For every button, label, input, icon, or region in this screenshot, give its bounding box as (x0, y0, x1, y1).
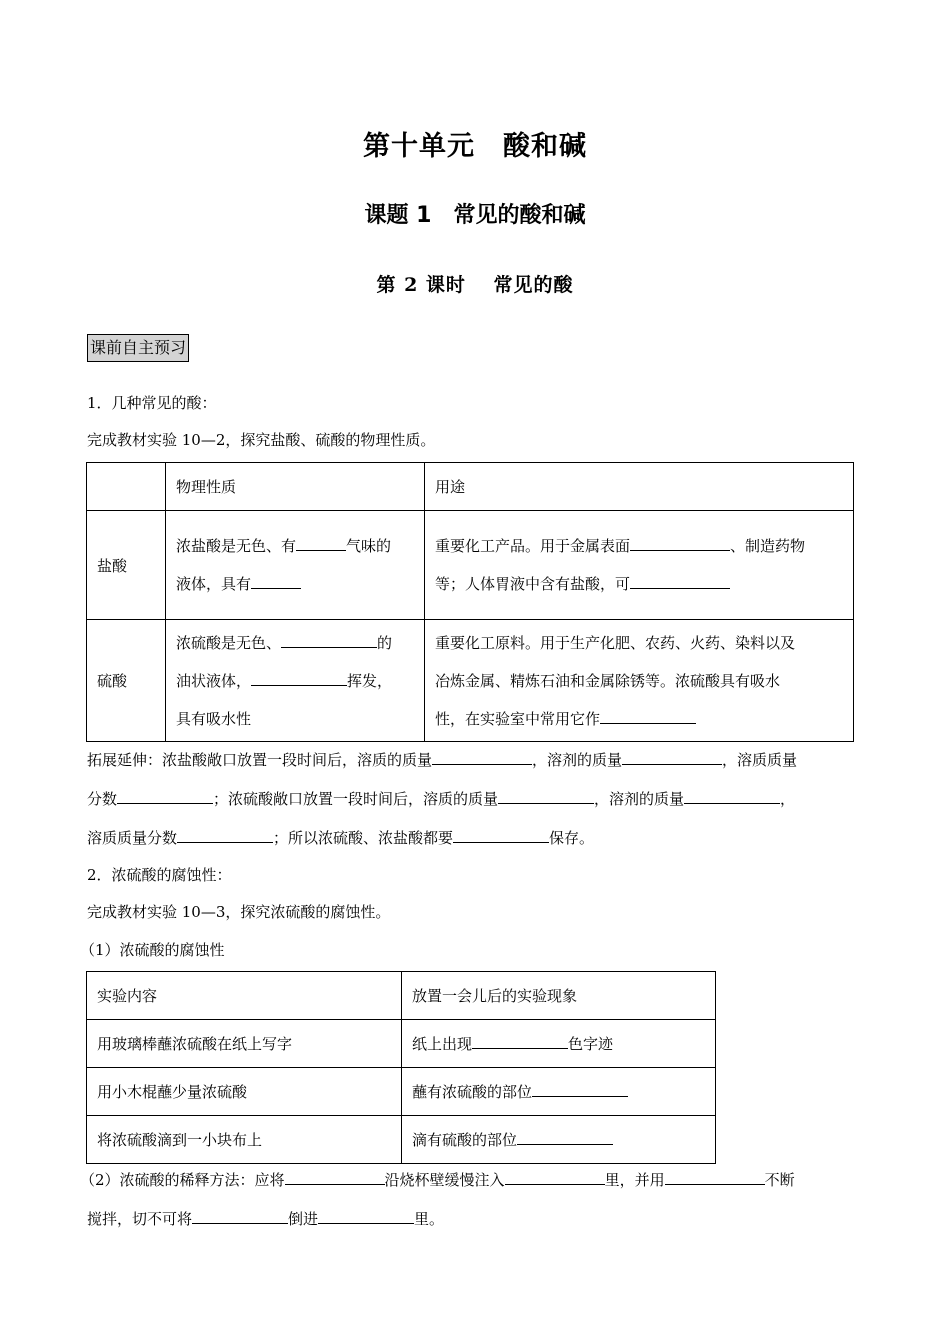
blank-field[interactable] (630, 574, 730, 589)
h2so4-use: 重要化工原料。用于生产化肥、农药、火药、染料以及 冶炼金属、精炼石油和金属除锈等。浓硫酸具有吸水 性，在实验室中常用它作 (425, 620, 854, 742)
row-phenomenon: 滴有硫酸的部位 (402, 1116, 716, 1164)
q2-intro: 完成教材实验 10—3，探究浓硫酸的腐蚀性。 (87, 903, 391, 921)
blank-field[interactable] (630, 536, 730, 551)
corrosion-table (86, 971, 716, 1164)
table-row (87, 1020, 716, 1068)
blank-field[interactable] (498, 789, 594, 804)
blank-field[interactable] (600, 709, 696, 724)
blank-field[interactable] (665, 1170, 765, 1185)
row-phenomenon: 纸上出现 色字迹 (402, 1020, 716, 1068)
blank-field[interactable] (192, 1209, 288, 1224)
row-content: 将浓硫酸滴到一小块布上 (87, 1116, 402, 1164)
lesson-title: 课题 1 常见的酸和碱 (364, 203, 586, 228)
blank-field[interactable] (117, 789, 213, 804)
row-name-h2so4: 硫酸 (87, 620, 166, 742)
blank-field[interactable] (622, 750, 722, 765)
blank-field[interactable] (532, 1082, 628, 1097)
table-header-empty (87, 463, 166, 511)
acid-properties-table (86, 462, 854, 742)
period-title: 第 2 课时 常见的酸 (376, 274, 574, 296)
ext-line-3: 溶质质量分数 ；所以浓硫酸、浓盐酸都要 保存。 (87, 829, 595, 847)
blank-field[interactable] (177, 828, 273, 843)
blank-field[interactable] (281, 633, 377, 648)
h2so4-property: 浓硫酸是无色、 的 油状液体， 挥发， 具有吸水性 (166, 620, 425, 742)
blank-field[interactable] (684, 789, 780, 804)
blank-field[interactable] (505, 1170, 605, 1185)
q1-heading: 1．几种常见的酸： (87, 394, 217, 412)
table-header-use: 用途 (425, 463, 854, 511)
hcl-property: 浓盐酸是无色、有 气味的 液体，具有 (166, 511, 425, 620)
table-header-property: 物理性质 (166, 463, 425, 511)
q2-sub2-line-1: （2）浓硫酸的稀释方法：应将 沿烧杯壁缓慢注入 里，并用 不断 (80, 1171, 795, 1189)
table-row (87, 1068, 716, 1116)
row-name-hcl: 盐酸 (87, 511, 166, 620)
blank-field[interactable] (472, 1034, 568, 1049)
row-content: 用小木棍蘸少量浓硫酸 (87, 1068, 402, 1116)
table-header-phenomenon: 放置一会儿后的实验现象 (402, 972, 716, 1020)
blank-field[interactable] (251, 671, 347, 686)
blank-field[interactable] (517, 1130, 613, 1145)
blank-field[interactable] (251, 574, 301, 589)
q2-heading: 2．浓硫酸的腐蚀性： (87, 866, 232, 884)
row-phenomenon: 蘸有浓硫酸的部位 (402, 1068, 716, 1116)
blank-field[interactable] (318, 1209, 414, 1224)
q2-sub2-line-2: 搅拌，切不可将 倒进 里。 (87, 1210, 445, 1228)
ext-line-2: 分数 ；浓硫酸敞口放置一段时间后，溶质的质量 ，溶剂的质量 ， (87, 790, 796, 808)
q1-intro: 完成教材实验 10—2，探究盐酸、硫酸的物理性质。 (87, 431, 436, 449)
table-header-content: 实验内容 (87, 972, 402, 1020)
blank-field[interactable] (432, 750, 532, 765)
row-content: 用玻璃棒蘸浓硫酸在纸上写字 (87, 1020, 402, 1068)
blank-field[interactable] (296, 536, 346, 551)
ext-line-1: 拓展延伸：浓盐酸敞口放置一段时间后，溶质的质量 ，溶剂的质量 ，溶质质量 (87, 751, 798, 769)
blank-field[interactable] (285, 1170, 385, 1185)
hcl-use: 重要化工产品。用于金属表面 、制造药物 等；人体胃液中含有盐酸，可 (425, 511, 854, 620)
blank-field[interactable] (453, 828, 549, 843)
section-label: 课前自主预习 (87, 334, 189, 362)
unit-title: 第十单元 酸和碱 (363, 131, 587, 162)
q2-sub1: （1）浓硫酸的腐蚀性 (80, 941, 225, 959)
table-row (87, 1116, 716, 1164)
